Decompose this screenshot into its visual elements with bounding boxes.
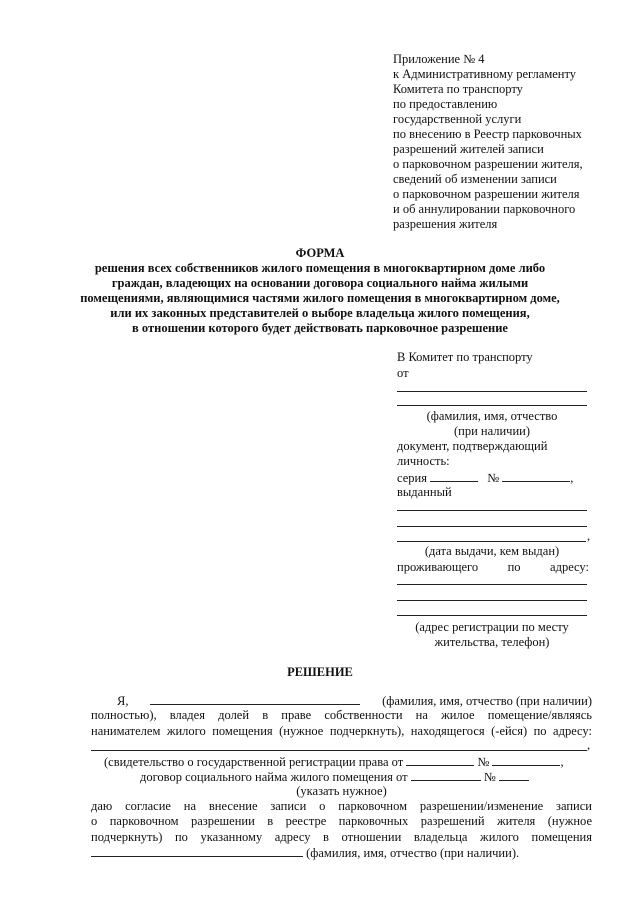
cert-comma: ,	[560, 755, 564, 769]
contract-num-label: №	[483, 770, 496, 784]
issued-line-2	[397, 526, 587, 527]
issued-line-1	[397, 510, 587, 511]
contract-text: договор социального найма жилого помещения от	[140, 770, 408, 784]
p1-start: Я,	[117, 694, 129, 708]
form-subtitle-line: помещениями, являющимися частями жилого помещения в многоквартирном доме,	[80, 291, 560, 305]
contract-number-field[interactable]	[499, 769, 529, 781]
issued-comma: ,	[587, 529, 591, 543]
residing-word: адресу:	[550, 560, 589, 574]
owner-name-field[interactable]	[91, 845, 303, 857]
p1-line-1	[117, 693, 592, 709]
p1-line-2: полностью), владея долей в праве собственности на жилое помещение/являясь	[91, 708, 592, 722]
p2-line-2: о парковочном разрешении в реестре парковочных разрешений жителя (нужное	[91, 814, 592, 828]
appendix-line: и об аннулировании парковочного	[393, 202, 576, 216]
form-subtitle-line: граждан, владеющих на основании договора социального найма жилыми	[111, 276, 529, 290]
number-label: №	[487, 471, 500, 485]
appendix-line: Приложение № 4	[393, 52, 485, 66]
address-caption: (адрес регистрации по месту	[415, 620, 569, 634]
series-label: серия	[397, 471, 427, 485]
contract-date-field[interactable]	[411, 769, 481, 781]
p2-end: (фамилия, имя, отчество (при наличии).	[306, 846, 520, 860]
cert-num-label: №	[477, 755, 490, 769]
cert-number-field[interactable]	[492, 754, 560, 766]
appendix-line: по предоставлению	[393, 97, 498, 111]
address-caption-2: жительства, телефон)	[434, 635, 550, 649]
appendix-line: Комитета по транспорту	[393, 82, 523, 96]
issued-line-3	[397, 541, 586, 542]
applicant-name-field[interactable]	[150, 693, 360, 705]
doc-label: документ, подтверждающий	[397, 439, 548, 453]
address-line-1	[397, 584, 587, 585]
fio-line-1	[397, 391, 587, 392]
doc-label-2: личность:	[397, 454, 450, 468]
issue-caption: (дата выдачи, кем выдан)	[424, 544, 560, 558]
form-heading: ФОРМА	[295, 246, 345, 260]
residing-word: по	[507, 560, 521, 574]
address-line-3	[397, 615, 587, 616]
p2-line-4	[91, 845, 519, 861]
appendix-line: по внесению в Реестр парковочных	[393, 127, 582, 141]
form-subtitle-line: или их законных представителей о выборе владельца жилого помещения,	[110, 306, 530, 320]
series-comma: ,	[570, 471, 574, 485]
contract-line	[140, 769, 529, 785]
issued-label: выданный	[397, 485, 452, 499]
appendix-line: о парковочном разрешении жителя,	[393, 157, 583, 171]
appendix-line: сведений об изменении записи	[393, 172, 557, 186]
appendix-line: разрешения жителя	[393, 217, 498, 231]
appendix-block	[393, 52, 583, 232]
form-subtitle	[40, 261, 600, 336]
appendix-line: государственной услуги	[393, 112, 522, 126]
address-line-2	[397, 600, 587, 601]
cert-text: (свидетельство о государственной регистрации права от	[104, 755, 404, 769]
residing-label	[397, 560, 589, 575]
appendix-line: к Административному регламенту	[393, 67, 577, 81]
appendix-line: о парковочном разрешении жителя	[393, 187, 580, 201]
form-subtitle-line: в отношении которого будет действовать парковочное разрешение	[132, 321, 508, 335]
decision-heading: РЕШЕНИЕ	[287, 665, 353, 679]
fio-caption: (фамилия, имя, отчество	[426, 409, 558, 423]
cert-line	[104, 754, 564, 770]
appendix-line: разрешений жителей записи	[393, 142, 544, 156]
cert-date-field[interactable]	[406, 754, 474, 766]
address-field-comma: ,	[587, 738, 591, 752]
fio-line-2	[397, 405, 587, 406]
addressee-from: от	[397, 366, 409, 380]
specify-note: (указать нужное)	[296, 784, 387, 798]
fio-caption-2: (при наличии)	[453, 424, 531, 438]
number-field[interactable]	[502, 470, 570, 482]
address-field-line[interactable]	[91, 750, 587, 751]
p1-end: (фамилия, имя, отчество (при наличии)	[382, 694, 592, 708]
addressee-to: В Комитет по транспорту	[397, 350, 533, 364]
form-subtitle-line: решения всех собственников жилого помещения в многоквартирном доме либо	[94, 261, 546, 275]
p1-line-3: нанимателем жилого помещения (нужное подчеркнуть), находящегося (-ейся) по адресу:	[91, 724, 592, 738]
series-row	[397, 470, 573, 486]
series-field[interactable]	[430, 470, 478, 482]
p2-line-3: подчеркнуть) по указанному адресу в отношении владельца жилого помещения	[91, 830, 592, 844]
p2-line-1: даю согласие на внесение записи о парковочном разрешении/изменение записи	[91, 799, 592, 813]
residing-word: проживающего	[397, 560, 479, 574]
